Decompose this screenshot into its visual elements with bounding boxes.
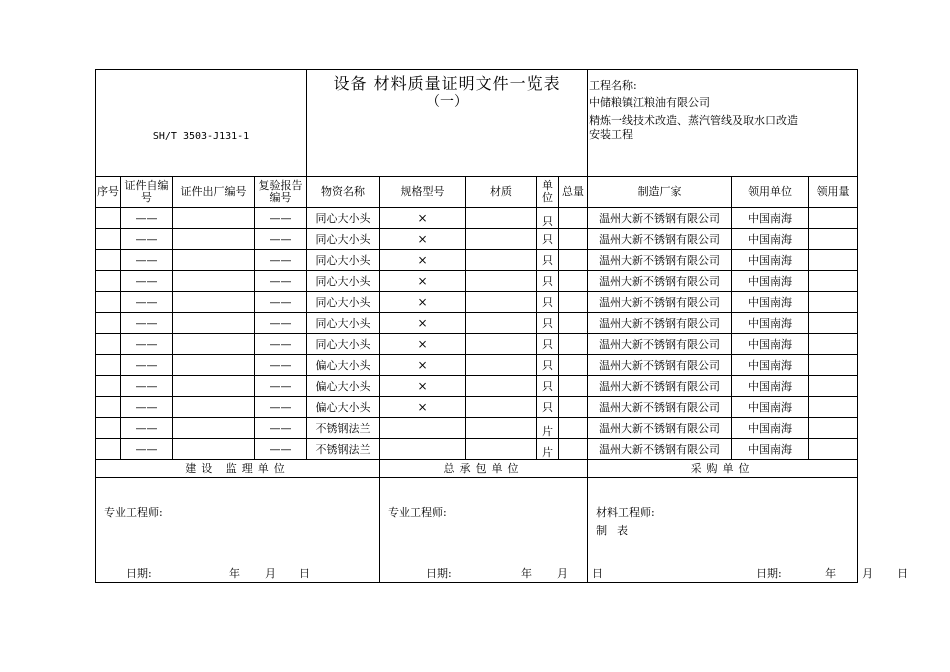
year-label: 年 — [229, 567, 240, 580]
recheck-cell: —— — [255, 271, 307, 292]
col-unit: 单位 — [537, 177, 559, 208]
year-label: 年 — [521, 567, 533, 580]
procurement-unit-header: 采购单位 — [588, 460, 858, 478]
name-cell: 同心大小头 — [307, 292, 380, 313]
date-label: 日期: — [756, 567, 782, 580]
receiver-cell: 中国南海 — [732, 208, 809, 229]
name-cell: 偏心大小头 — [307, 397, 380, 418]
spec-cell: × — [380, 208, 466, 229]
footer-header-row — [96, 460, 858, 478]
prepared-label: 制表 — [596, 524, 639, 537]
unit-cell: 只 — [537, 355, 559, 376]
receiver-cell: 中国南海 — [732, 271, 809, 292]
col-material: 材质 — [466, 177, 537, 208]
unit-cell: 只 — [537, 292, 559, 313]
unit-cell: 只 — [537, 229, 559, 250]
receiver-cell: 中国南海 — [732, 313, 809, 334]
unit-cell: 片 — [537, 439, 559, 460]
name-cell: 偏心大小头 — [307, 355, 380, 376]
recheck-cell: —— — [255, 397, 307, 418]
table-row — [96, 376, 858, 397]
receiver-cell: 中国南海 — [732, 292, 809, 313]
maker-cell: 温州大新不锈钢有限公司 — [588, 313, 732, 334]
cert-cell: —— — [121, 208, 173, 229]
unit-cell: 只 — [537, 334, 559, 355]
supervision-unit-header: 建设 监理单位 — [96, 460, 380, 478]
name-cell: 同心大小头 — [307, 313, 380, 334]
receiver-cell: 中国南海 — [732, 355, 809, 376]
year-label: 年 — [825, 567, 837, 580]
receiver-cell: 中国南海 — [732, 250, 809, 271]
maker-cell: 温州大新不锈钢有限公司 — [588, 208, 732, 229]
cert-cell: —— — [121, 313, 173, 334]
maker-cell: 温州大新不锈钢有限公司 — [588, 334, 732, 355]
name-cell: 偏心大小头 — [307, 376, 380, 397]
signature-row — [96, 478, 858, 583]
material-certificate-form — [95, 69, 909, 583]
maker-cell: 温州大新不锈钢有限公司 — [588, 355, 732, 376]
name-cell: 同心大小头 — [307, 208, 380, 229]
table-row — [96, 229, 858, 250]
name-cell: 同心大小头 — [307, 250, 380, 271]
recheck-cell: —— — [255, 439, 307, 460]
project-desc-1: 精炼一线技术改造、蒸汽管线及取水口改造 — [589, 114, 799, 127]
recheck-cell: —— — [255, 334, 307, 355]
recheck-cell: —— — [255, 208, 307, 229]
col-receiver: 领用单位 — [732, 177, 809, 208]
day-label: 日 — [897, 567, 909, 580]
col-cert-no: 证件自编号 — [121, 177, 173, 208]
cert-cell: —— — [121, 250, 173, 271]
certificate-table — [95, 69, 909, 583]
table-row — [96, 439, 858, 460]
col-total: 总量 — [559, 177, 588, 208]
spec-cell: × — [380, 229, 466, 250]
spec-cell: × — [380, 334, 466, 355]
cert-cell: —— — [121, 271, 173, 292]
cert-cell: —— — [121, 355, 173, 376]
unit-cell: 只 — [537, 208, 559, 229]
cert-cell: —— — [121, 376, 173, 397]
project-label: 工程名称: — [589, 79, 637, 92]
spec-cell: × — [380, 271, 466, 292]
column-header-row — [96, 177, 858, 208]
table-row — [96, 271, 858, 292]
recheck-cell: —— — [255, 376, 307, 397]
receiver-cell: 中国南海 — [732, 397, 809, 418]
cert-cell: —— — [121, 334, 173, 355]
maker-cell: 温州大新不锈钢有限公司 — [588, 397, 732, 418]
procurement-signature — [588, 478, 909, 583]
recheck-cell: —— — [255, 313, 307, 334]
receiver-cell: 中国南海 — [732, 334, 809, 355]
col-qty-used: 领用量 — [809, 177, 858, 208]
day-label: 日 — [592, 567, 604, 580]
day-label: 日 — [299, 567, 310, 580]
project-desc-2: 安装工程 — [589, 128, 634, 141]
unit-cell: 只 — [537, 250, 559, 271]
maker-cell: 温州大新不锈钢有限公司 — [588, 292, 732, 313]
month-label: 月 — [862, 567, 874, 580]
spec-cell: × — [380, 355, 466, 376]
maker-cell: 温州大新不锈钢有限公司 — [588, 439, 732, 460]
table-row — [96, 418, 858, 439]
spec-cell: × — [380, 250, 466, 271]
receiver-cell: 中国南海 — [732, 229, 809, 250]
table-row — [96, 313, 858, 334]
cert-cell: —— — [121, 397, 173, 418]
date-label: 日期: — [426, 567, 452, 580]
spec-cell: × — [380, 376, 466, 397]
month-label: 月 — [265, 567, 276, 580]
material-engineer-label: 材料工程师: — [596, 506, 655, 519]
table-row — [96, 397, 858, 418]
maker-cell: 温州大新不锈钢有限公司 — [588, 229, 732, 250]
col-manufacturer: 制造厂家 — [588, 177, 732, 208]
col-recheck-no: 复验报告编号 — [255, 177, 307, 208]
receiver-cell: 中国南海 — [732, 418, 809, 439]
spec-cell — [380, 418, 466, 439]
spec-cell: × — [380, 313, 466, 334]
cert-cell: —— — [121, 439, 173, 460]
cert-cell: —— — [121, 229, 173, 250]
recheck-cell: —— — [255, 229, 307, 250]
unit-cell: 只 — [537, 397, 559, 418]
recheck-cell: —— — [255, 292, 307, 313]
table-row — [96, 355, 858, 376]
engineer-label: 专业工程师: — [388, 506, 447, 519]
table-row — [96, 292, 858, 313]
recheck-cell: —— — [255, 250, 307, 271]
spec-cell: × — [380, 397, 466, 418]
header-row — [96, 70, 858, 177]
col-factory-no: 证件出厂编号 — [173, 177, 255, 208]
spec-cell — [380, 439, 466, 460]
standard-code: SH/T 3503-J131-1 — [96, 70, 307, 177]
maker-cell: 温州大新不锈钢有限公司 — [588, 250, 732, 271]
name-cell: 不锈钢法兰 — [307, 439, 380, 460]
maker-cell: 温州大新不锈钢有限公司 — [588, 418, 732, 439]
project-info — [588, 70, 858, 177]
unit-cell: 只 — [537, 271, 559, 292]
col-material-name: 物资名称 — [307, 177, 380, 208]
unit-cell: 片 — [537, 418, 559, 439]
receiver-cell: 中国南海 — [732, 439, 809, 460]
project-company: 中储粮镇江粮油有限公司 — [589, 96, 711, 109]
table-row — [96, 250, 858, 271]
name-cell: 同心大小头 — [307, 271, 380, 292]
recheck-cell: —— — [255, 355, 307, 376]
name-cell: 同心大小头 — [307, 229, 380, 250]
spec-cell: × — [380, 292, 466, 313]
form-title: 设备 材料质量证明文件一览表 — [333, 74, 561, 93]
contractor-signature — [380, 478, 604, 583]
table-row — [96, 334, 858, 355]
month-label: 月 — [557, 567, 569, 580]
unit-cell: 只 — [537, 313, 559, 334]
col-spec: 规格型号 — [380, 177, 466, 208]
date-label: 日期: — [126, 567, 152, 580]
engineer-label: 专业工程师: — [104, 506, 163, 519]
cert-cell: —— — [121, 418, 173, 439]
cert-cell: —— — [121, 292, 173, 313]
col-seq: 序号 — [96, 177, 121, 208]
contractor-unit-header: 总承包单位 — [380, 460, 588, 478]
table-row — [96, 208, 858, 229]
name-cell: 同心大小头 — [307, 334, 380, 355]
maker-cell: 温州大新不锈钢有限公司 — [588, 271, 732, 292]
name-cell: 不锈钢法兰 — [307, 418, 380, 439]
title-cell — [307, 70, 588, 177]
unit-cell: 只 — [537, 376, 559, 397]
receiver-cell: 中国南海 — [732, 376, 809, 397]
supervision-signature — [96, 478, 380, 583]
maker-cell: 温州大新不锈钢有限公司 — [588, 376, 732, 397]
recheck-cell: —— — [255, 418, 307, 439]
form-subtitle: （一） — [426, 94, 469, 110]
